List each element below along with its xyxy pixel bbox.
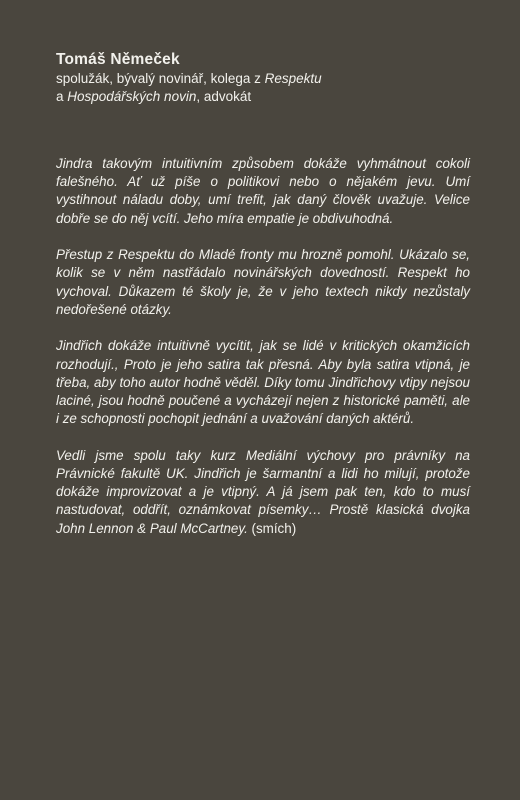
author-desc-text: a bbox=[56, 89, 68, 104]
paragraph: Jindřich dokáže intuitivně vycítit, jak se lidé v kritických okamžicích rozhodují., Proto je jeho satira tak přesná. Aby byla satira vtipná, je třeba, aby toho autor hodně věděl. Díky tomu Jindřichovy vtipy nejsou laciné, jsou hodně poučené a vycházejí nejen z historické paměti, ale i ze schopnosti pochopit jednání a uvažování daných aktérů. bbox=[56, 338, 470, 427]
paragraph-text: Vedli jsme spolu taky kurz Mediální výchovy pro právníky na Právnické fakultě UK. Jindřich je šarmantní a lidi ho milují, protože dokáže improvizovat a je vtipný. A já jsem pak ten, kdo to musí nastudovat, oddřít, oznámkovat písemky… Prostě klasická dvojka John Lennon & Paul McCartney. bbox=[56, 447, 470, 536]
quote-body bbox=[56, 155, 470, 556]
laughter-note: (smích) bbox=[247, 520, 297, 536]
paragraph: Přestup z Respektu do Mladé fronty mu hrozně pomohl. Ukázalo se, kolik se v něm nastřádalo novinářských dovedností. Respekt ho vychoval. Důkazem té školy je, že v jeho textech nikdy nezůstaly nedořešené otázky. bbox=[56, 247, 470, 317]
author-name: Tomáš Němeček bbox=[56, 51, 180, 68]
author-description bbox=[56, 70, 476, 106]
paragraph: Jindra takovým intuitivním způsobem dokáže vyhmátnout cokoli falešného. Ať už píše o politikovi nebo o nějakém jevu. Umí vystihnout náladu doby, umí trefit, jak daný člověk uvažuje. Velice dobře se do něj vcítí. Jeho míra empatie je obdivuhodná. bbox=[56, 156, 470, 226]
author-desc-publication: Respektu bbox=[264, 71, 322, 86]
author-desc-text: , advokát bbox=[196, 89, 252, 104]
author-desc-text: spolužák, bývalý novinář, kolega z bbox=[56, 71, 265, 86]
author-header bbox=[56, 50, 476, 106]
paragraph-last bbox=[56, 447, 470, 538]
author-desc-publication: Hospodářských novin bbox=[67, 89, 197, 104]
